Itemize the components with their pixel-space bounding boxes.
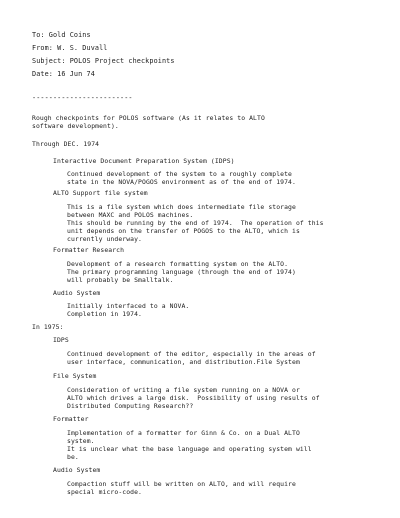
- section-title-file-system: File System: [53, 372, 97, 380]
- section-line: special micro-code.: [67, 488, 143, 496]
- section-line: user interface, communication, and distribution.File System: [67, 358, 300, 366]
- section-line: unit depends on the transfer of POGOS to the ALTO, which is: [67, 227, 300, 235]
- memo-date: Date: 16 Jun 74: [32, 70, 95, 78]
- section-line: currently underway.: [67, 235, 143, 243]
- section-line: between MAXC and POLOS machines.: [67, 211, 194, 219]
- section-line: Completion in 1974.: [67, 310, 143, 318]
- memo-from: From: W. S. Duvall: [32, 44, 108, 52]
- intro-line: Rough checkpoints for POLOS software (As it relates to ALTO: [32, 114, 265, 122]
- section-title-alto-support: ALTO Support file system: [53, 189, 148, 197]
- section-line: Distributed Computing Research??: [67, 402, 194, 410]
- section-line: ALTO which drives a large disk. Possibility of using results of: [67, 394, 320, 402]
- section-title-idps-1975: IDPS: [53, 336, 69, 344]
- section-line: Consideration of writing a file system running on a NOVA or: [67, 386, 300, 394]
- section-line: Compaction stuff will be written on ALTO, and will require: [67, 480, 296, 488]
- section-title-idps: Interactive Document Preparation System (IDPS): [53, 157, 235, 165]
- period-heading-1974: Through DEC. 1974: [32, 140, 100, 148]
- section-title-formatter: Formatter: [53, 415, 89, 423]
- section-line: Development of a research formatting system on the ALTO.: [67, 260, 289, 268]
- section-line: The primary programming language (through the end of 1974): [67, 268, 296, 276]
- section-line: This should be running by the end of 1974. The operation of this: [67, 219, 324, 227]
- section-title-audio-system: Audio System: [53, 289, 101, 297]
- section-line: Continued development of the system to a roughly complete: [67, 170, 293, 178]
- section-line: state in the NOVA/POGOS environment as of the end of 1974.: [67, 178, 296, 186]
- section-line: Implementation of a formatter for Ginn & Co. on a Dual ALTO: [67, 429, 300, 437]
- section-line: This is a file system which does intermediate file storage: [67, 203, 296, 211]
- memo-subject: Subject: POLOS Project checkpoints: [32, 57, 175, 65]
- section-line: system.: [67, 437, 95, 445]
- intro-line: software development).: [32, 122, 119, 130]
- period-heading-1975: In 1975:: [32, 323, 64, 331]
- section-line: will probably be Smalltalk.: [67, 276, 174, 284]
- memo-to: To: Gold Coins: [32, 31, 91, 39]
- section-title-audio-system-1975: Audio System: [53, 466, 101, 474]
- section-line: be.: [67, 453, 79, 461]
- section-line: Initially interfaced to a NOVA.: [67, 302, 190, 310]
- section-title-formatter-research: Formatter Research: [53, 246, 125, 254]
- section-line: It is unclear what the base language and operating system will: [67, 445, 312, 453]
- header-rule: ------------------------: [32, 94, 133, 102]
- section-line: Continued development of the editor, especially in the areas of: [67, 350, 316, 358]
